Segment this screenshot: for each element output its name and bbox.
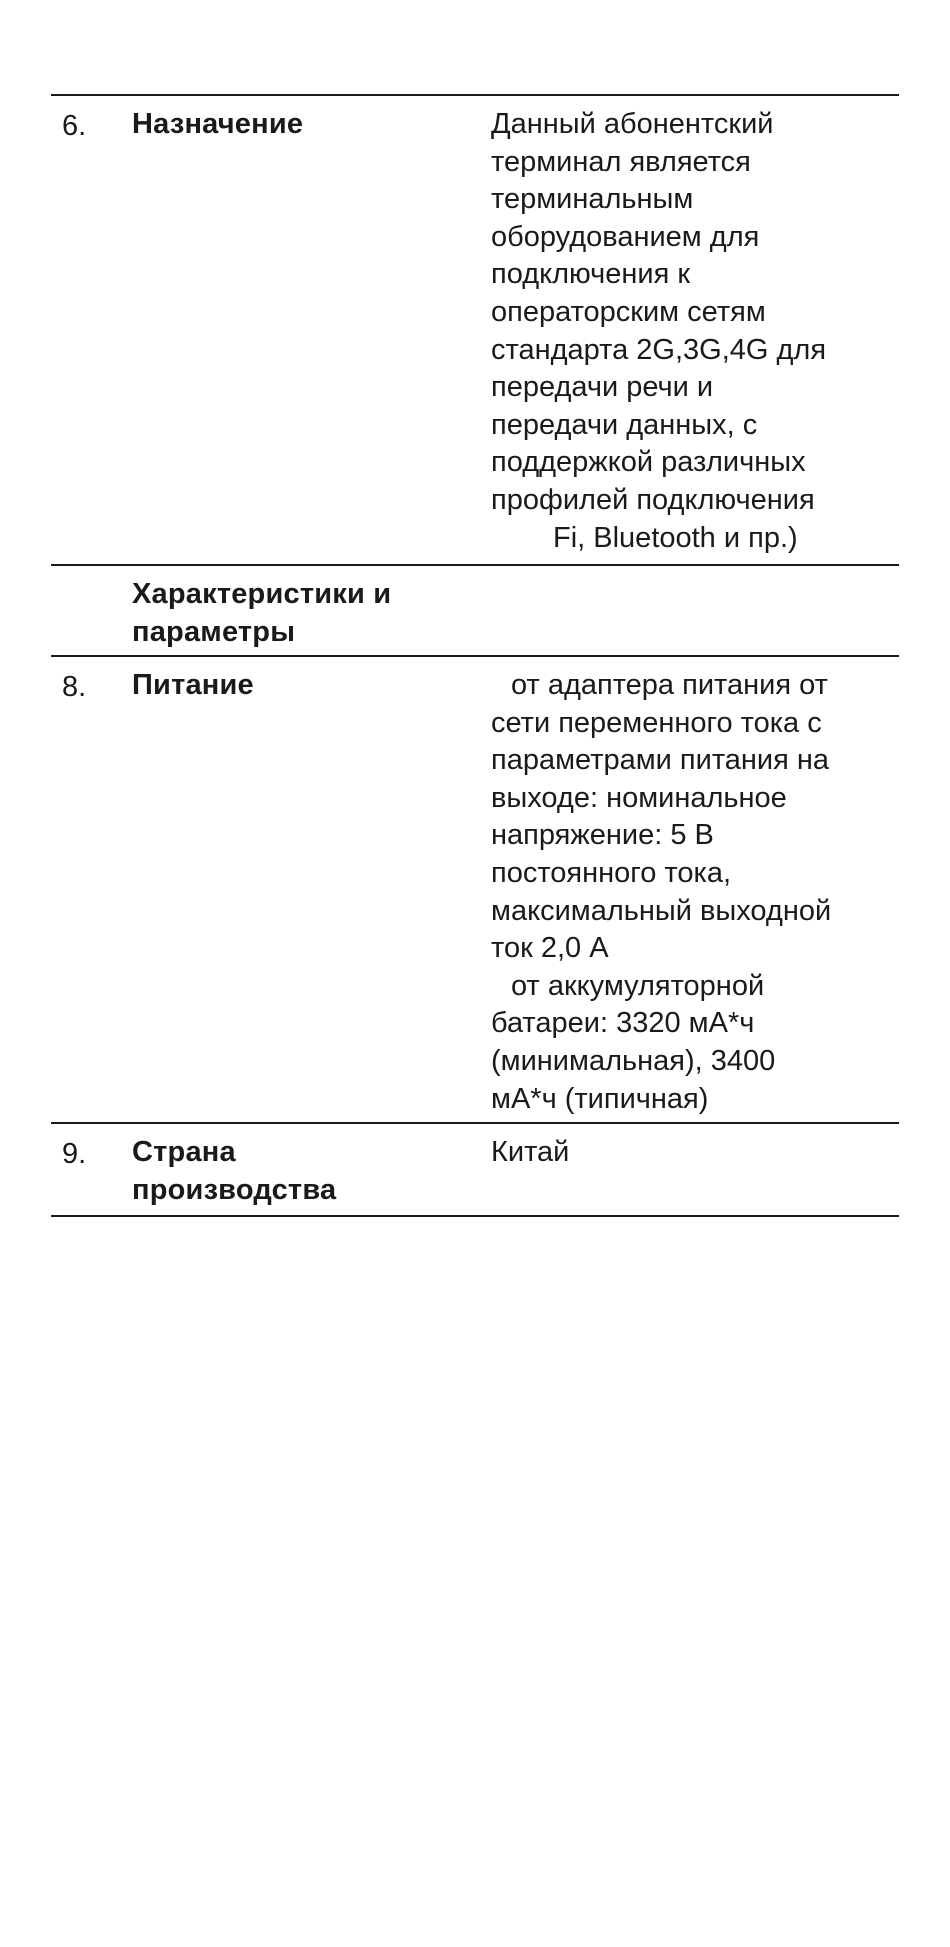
row-number: 8. bbox=[62, 671, 87, 703]
value-line: батареи: 3320 мА*ч bbox=[491, 1007, 755, 1040]
value-line: оборудованием для bbox=[491, 220, 760, 253]
table-row bbox=[51, 96, 899, 566]
value-line: сети переменного тока с bbox=[491, 706, 822, 739]
value-line: мА*ч (типичная) bbox=[491, 1082, 709, 1115]
row-number: 6. bbox=[62, 110, 87, 142]
value-line: Китай bbox=[491, 1136, 570, 1168]
table-row bbox=[51, 566, 899, 657]
value-line: выходе: номинальное bbox=[491, 781, 787, 814]
value-line: терминальным bbox=[491, 183, 694, 216]
row-parameter-value bbox=[491, 106, 895, 557]
row-parameter-name bbox=[132, 667, 472, 705]
value-line: передачи речи и bbox=[491, 371, 714, 404]
row-parameter-value bbox=[491, 667, 895, 1118]
value-line: операторским сетям bbox=[491, 295, 766, 328]
value-line: Fi, Bluetooth и пр.) bbox=[553, 521, 798, 554]
value-line: подключения к bbox=[491, 258, 691, 291]
value-line: передачи данных, с bbox=[491, 408, 758, 441]
value-line: профилей подключения bbox=[491, 483, 815, 516]
value-line: от адаптера питания от bbox=[511, 669, 828, 701]
value-line: максимальный выходной bbox=[491, 894, 832, 927]
row-number: 9. bbox=[62, 1138, 87, 1170]
value-line: ток 2,0 А bbox=[491, 932, 609, 965]
table-row bbox=[51, 1124, 899, 1217]
value-line: поддержкой различных bbox=[491, 446, 806, 479]
row-parameter-name bbox=[132, 1134, 472, 1209]
row-parameter-value bbox=[491, 1134, 895, 1172]
section-heading bbox=[132, 576, 472, 651]
row-parameter-name bbox=[132, 106, 472, 144]
spec-table bbox=[51, 94, 899, 1217]
value-line: от аккумуляторной bbox=[511, 969, 765, 1002]
parameter-name-line: Назначение bbox=[132, 108, 304, 140]
section-heading-line: Характеристики и bbox=[132, 578, 392, 610]
value-line: (минимальная), 3400 bbox=[491, 1044, 776, 1077]
parameter-name-line: Питание bbox=[132, 669, 254, 701]
parameter-name-line: Страна bbox=[132, 1136, 236, 1168]
value-line: Данный абонентский bbox=[491, 108, 774, 140]
parameter-name-line: производства bbox=[132, 1173, 337, 1206]
table-row bbox=[51, 657, 899, 1124]
value-line: напряжение: 5 В bbox=[491, 819, 714, 852]
value-line: терминал является bbox=[491, 145, 751, 178]
section-heading-line: параметры bbox=[132, 615, 296, 648]
value-line: параметрами питания на bbox=[491, 744, 830, 777]
value-line: стандарта 2G,3G,4G для bbox=[491, 333, 827, 366]
value-line: постоянного тока, bbox=[491, 856, 732, 889]
